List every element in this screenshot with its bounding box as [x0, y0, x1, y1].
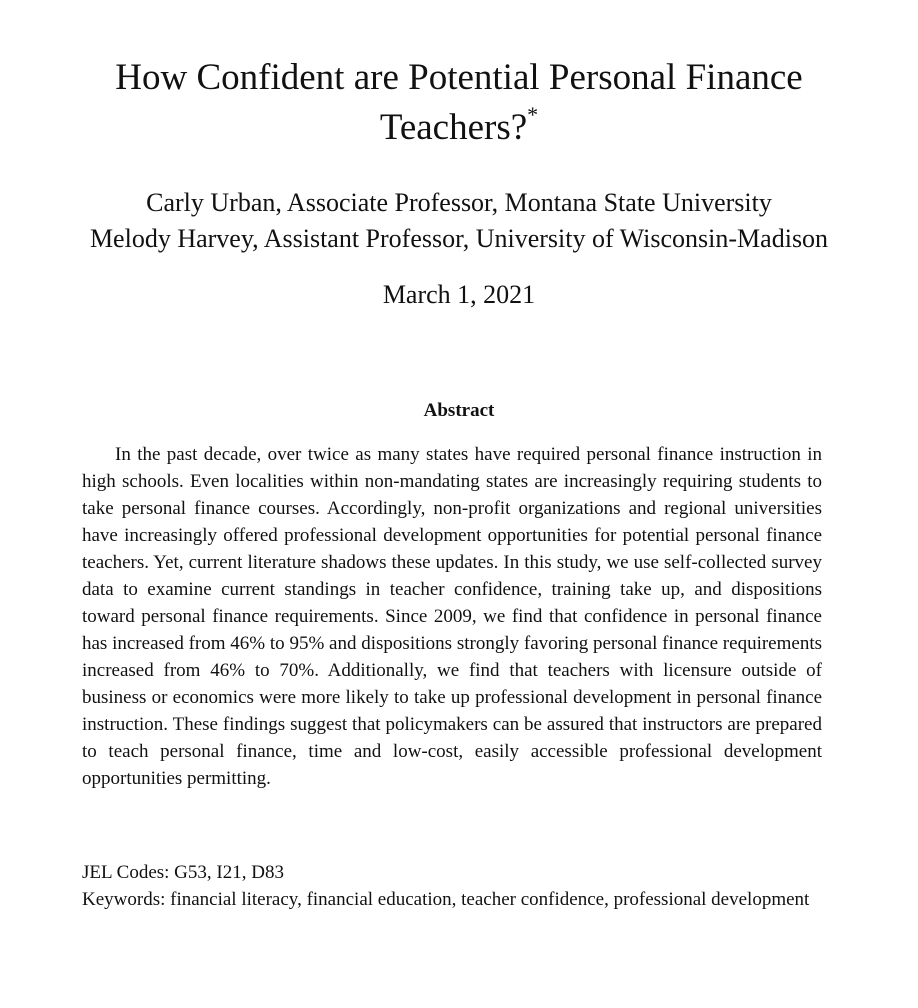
paper-title-text-2: Teachers?: [379, 107, 528, 148]
paper-title-text-1: How Confident are Potential Personal Finance: [115, 57, 803, 98]
paper-title-line-2: [40, 103, 878, 153]
keywords: Keywords: financial literacy, financial education, teacher confidence, professional development: [82, 889, 810, 910]
author-line-1: Carly Urban, Associate Professor, Montana State University: [146, 188, 772, 217]
paper-title-line-1: [40, 53, 878, 103]
abstract-body: In the past decade, over twice as many states have required personal finance instruction in high schools. Even localities within non-mandating states are increasingly requiring students to take personal finance courses. Accordingly, non-profit organizations and regional universities have increasingly offered professional development opportunities for potential personal finance teachers. Yet, current literature shadows these updates. In this study, we use self-collected survey data to examine current standings in teacher confidence, training take up, and dispositions toward personal finance requirements. Since 2009, we find that confidence in personal finance has increased from 46% to 95% and dispositions strongly favoring personal finance requirements increased from 46% to 70%. Additionally, we find that teachers with licensure outside of business or economics were more likely to take up professional development in personal finance instruction. These findings suggest that policymakers can be assured that instructors are prepared to teach personal finance, time and low-cost, easily accessible professional development opportunities permitting.: [82, 444, 822, 789]
author-line-2: Melody Harvey, Assistant Professor, University of Wisconsin-Madison: [89, 224, 829, 253]
title-footnote-mark[interactable]: *: [527, 101, 539, 127]
jel-codes: JEL Codes: G53, I21, D83: [82, 862, 284, 883]
paper-date: March 1, 2021: [382, 280, 536, 309]
abstract-heading: Abstract: [423, 400, 495, 421]
